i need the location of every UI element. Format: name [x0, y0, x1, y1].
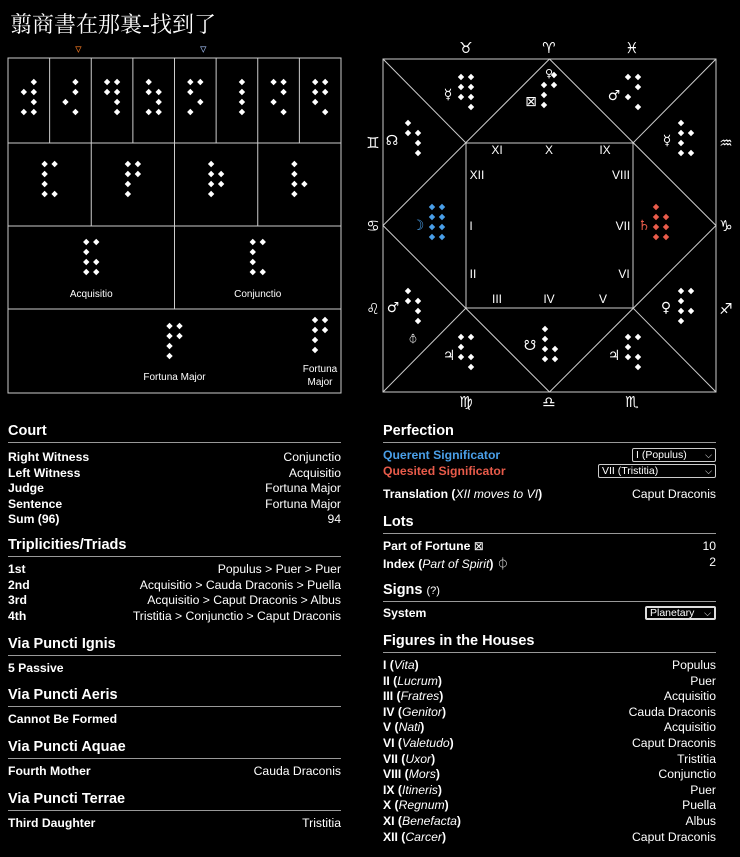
sentence-label: Major [307, 377, 333, 388]
row-label: 3rd [8, 593, 27, 608]
zodiac-sign-icon: ♌ [366, 300, 380, 318]
triplicities-heading: Triplicities/Triads [8, 537, 127, 553]
figure-dot [663, 234, 669, 240]
row-value: Albus [685, 814, 716, 828]
lots-heading: Lots [383, 514, 414, 530]
house-row [383, 736, 716, 750]
triplicity-row [8, 593, 341, 607]
chart-corner-line [633, 59, 716, 143]
chevron-down-icon: ⌵ [705, 449, 712, 460]
triplicity-row [8, 562, 341, 576]
row-label: XI (Benefacta) [383, 814, 461, 828]
row-label: IX (Itineris) [383, 782, 442, 797]
row-value: Caput Draconis [632, 487, 716, 501]
figure-dot [405, 130, 411, 136]
figure-dot [468, 104, 474, 110]
planet-icon: ☊ [385, 133, 399, 149]
section-rule [383, 652, 716, 653]
court-heading: Court [8, 423, 47, 439]
zodiac-sign-icon: ♐ [719, 300, 733, 318]
row-value: Puer [690, 673, 716, 688]
triplicity-row [8, 609, 341, 623]
house-viii [663, 120, 694, 156]
zodiac-sign-icon: ♎ [542, 393, 556, 411]
planet-icon: ♃ [607, 348, 621, 364]
figure-dot [542, 326, 548, 332]
figure-dot [635, 104, 641, 110]
figure-dot [458, 94, 464, 100]
row-value: Puella [682, 798, 716, 813]
court-row [8, 481, 341, 495]
system-row [383, 606, 716, 620]
house-row [383, 720, 716, 734]
house-i [412, 204, 445, 240]
row-label: X (Regnum) [383, 798, 449, 813]
row-label: Sum (96) [8, 512, 60, 527]
row-value: Fortuna Major [265, 481, 341, 496]
figure-dot [542, 346, 548, 352]
figure-dot [429, 214, 435, 220]
figure-dot [439, 224, 445, 230]
planet-icon: ⊠ [525, 94, 537, 110]
house-iii [443, 334, 474, 370]
planet-icon: ☋ [523, 338, 537, 354]
zodiac-sign-icon: ♍ [459, 393, 473, 411]
planet-icon: ☿ [662, 133, 672, 149]
section-rule [8, 655, 341, 656]
part-of-fortune-row [383, 539, 716, 553]
figure-dot [468, 74, 474, 80]
house-row [383, 658, 716, 672]
zodiac-sign-icon: ♏ [625, 393, 639, 411]
figure-dot [415, 150, 421, 156]
figure-dot [635, 334, 641, 340]
row-label: Translation (XII moves to VI) [383, 487, 543, 501]
houses-heading: Figures in the Houses [383, 633, 535, 649]
figure-dot [678, 150, 684, 156]
figure-dot [458, 84, 464, 90]
house-numeral: IX [599, 143, 611, 157]
row-value: Populus > Puer > Puer [217, 562, 341, 576]
zodiac-sign-icon: ♊ [366, 134, 380, 152]
row-label: VII (Uxor) [383, 751, 436, 766]
figure-dot [625, 334, 631, 340]
figure-dot [468, 84, 474, 90]
chart-corner-line [633, 308, 716, 392]
figure-dot [635, 84, 641, 90]
house-iv [524, 326, 558, 362]
index-row [383, 555, 716, 572]
row-label: Left Witness [8, 465, 81, 480]
figure-dot [429, 204, 435, 210]
via-row [8, 712, 341, 726]
row-label: 4th [8, 609, 27, 624]
figure-dot [458, 354, 464, 360]
row-label: VI (Valetudo) [383, 736, 454, 750]
figure-dot [678, 308, 684, 314]
row-label: System [383, 606, 427, 620]
via-row [8, 661, 341, 675]
querent-significator-select[interactable] [632, 448, 716, 462]
house-numeral: XII [469, 168, 485, 182]
section-rule [8, 442, 341, 443]
row-label: IV (Genitor) [383, 704, 446, 719]
figure-dot [635, 364, 641, 370]
figure-dot [688, 130, 694, 136]
row-value: Conjunctio [658, 767, 716, 782]
house-numeral: II [469, 267, 477, 281]
house-numeral: VII [615, 219, 631, 233]
row-label: V (Nati) [383, 720, 425, 735]
triplicity-row [8, 578, 341, 592]
via-row [8, 816, 341, 830]
figure-dot [653, 224, 659, 230]
planet-icon: ♀ [660, 300, 672, 316]
house-row [383, 814, 716, 828]
figure-dot [542, 336, 548, 342]
planet-icon: ♂ [386, 300, 400, 316]
chevron-down-icon: ⌵ [704, 607, 711, 618]
court-row [8, 450, 341, 464]
figure-dot [635, 354, 641, 360]
row-label: Part of Fortune ⊠ [383, 539, 484, 553]
figure-dot [542, 356, 548, 362]
figure-dot [678, 140, 684, 146]
row-value: Tristitia > Conjunctio > Caput Draconis [132, 609, 341, 624]
planet-icon: ♂ [607, 88, 621, 104]
zodiac-sign-icon: ♒ [719, 134, 733, 152]
figure-dot [688, 288, 694, 294]
figure-dot [678, 298, 684, 304]
house-numeral: IV [543, 292, 555, 306]
figure-dot [653, 234, 659, 240]
section-rule [383, 533, 716, 534]
figure-dot [458, 334, 464, 340]
row-value: Cauda Draconis [628, 704, 716, 719]
section-rule [8, 810, 341, 811]
house-xi [444, 74, 474, 110]
row-value: 2 [709, 555, 716, 569]
section-rule [8, 556, 341, 557]
figure-dot [663, 224, 669, 230]
translation-row [383, 487, 716, 501]
figure-dot [663, 214, 669, 220]
figure-dot [678, 120, 684, 126]
court-row [8, 466, 341, 480]
judge-label: Fortuna Major [143, 372, 206, 383]
row-label: Quesited Significator [383, 464, 506, 478]
marker-icon: ▿ [75, 41, 82, 56]
figure-dot [429, 234, 435, 240]
zodiac-sign-icon: ♋ [366, 217, 380, 235]
figure-dot [415, 308, 421, 314]
row-label: Fourth Mother [8, 764, 91, 778]
row-value: Caput Draconis [632, 829, 716, 844]
select-value: VII (Tristitia) [602, 465, 659, 477]
figure-dot [678, 318, 684, 324]
via-row [8, 764, 341, 778]
via-heading: Via Puncti Aquae [8, 739, 126, 755]
figure-dot [458, 344, 464, 350]
figure-dot [415, 298, 421, 304]
marker-icon: ▿ [200, 41, 207, 56]
quesited-significator-select[interactable] [598, 464, 716, 478]
figure-dot [625, 94, 631, 100]
figure-dot [653, 214, 659, 220]
figure-dot [552, 356, 558, 362]
house-ii [387, 288, 421, 345]
section-rule [8, 706, 341, 707]
row-label: Index (Part of Spirit) ⏀ [383, 557, 509, 571]
chart-inner-frame [466, 143, 633, 308]
row-label: Judge [8, 481, 44, 496]
row-value: Fortuna Major [265, 496, 341, 511]
house-vi [661, 288, 694, 324]
row-value: Populus [671, 658, 716, 672]
row-label: Sentence [8, 496, 63, 511]
quesited-significator [383, 464, 716, 478]
house-ix [608, 74, 641, 110]
via-heading: Via Puncti Ignis [8, 636, 116, 652]
figure-dot [541, 92, 547, 98]
row-value: Puer [690, 782, 716, 797]
figure-dot [468, 334, 474, 340]
court-row [8, 497, 341, 511]
house-row [383, 783, 716, 797]
row-label: Querent Significator [383, 448, 501, 462]
row-value: Acquisitio [663, 720, 716, 735]
section-rule [383, 442, 716, 443]
row-value: Cauda Draconis [253, 764, 341, 778]
figure-dot [625, 344, 631, 350]
row-value: Tristitia [677, 751, 716, 766]
figure-dot [439, 234, 445, 240]
planet-icon: ☽ [411, 218, 425, 234]
figure-dot [625, 74, 631, 80]
row-label: III (Fratres) [383, 689, 444, 704]
figure-dot [653, 204, 659, 210]
select-value: Planetary [650, 607, 695, 619]
row-value: Acquisitio > Cauda Draconis > Puella [139, 577, 341, 592]
witness-label: Acquisitio [69, 289, 113, 300]
figure-dot [429, 224, 435, 230]
house-numeral: XI [491, 143, 503, 157]
house-numeral: VIII [611, 168, 631, 182]
figure-dot [678, 288, 684, 294]
figure-dot [439, 214, 445, 220]
figure-dot [468, 354, 474, 360]
row-label: Cannot Be Formed [8, 712, 118, 726]
querent-significator [383, 448, 716, 462]
figure-dot [541, 102, 547, 108]
planet-icon: ♄ [637, 218, 651, 234]
house-numeral: VI [618, 267, 630, 281]
lot-icon: ⦽ [409, 332, 417, 345]
figure-dot [552, 346, 558, 352]
figure-dot [458, 74, 464, 80]
row-label: 2nd [8, 577, 30, 592]
figure-dot [468, 94, 474, 100]
house-row [383, 752, 716, 766]
figure-dot [551, 82, 557, 88]
via-heading: Via Puncti Aeris [8, 687, 118, 703]
via-heading: Via Puncti Terrae [8, 791, 126, 807]
planet-icon: ☿ [443, 87, 453, 103]
row-label: Third Daughter [8, 816, 96, 830]
house-numeral: V [598, 292, 608, 306]
court-row [8, 512, 341, 526]
row-label: II (Lucrum) [383, 673, 442, 688]
figure-dot [405, 288, 411, 294]
system-select[interactable] [645, 606, 716, 620]
house-row [383, 674, 716, 688]
figure-dot [405, 298, 411, 304]
figure-dot [468, 364, 474, 370]
row-value: Tristitia [302, 816, 341, 830]
section-rule [383, 601, 716, 602]
witness-label: Conjunctio [234, 289, 282, 300]
house-v [608, 334, 641, 370]
figure-dot [415, 318, 421, 324]
chevron-down-icon: ⌵ [705, 465, 712, 476]
zodiac-sign-icon: ♓ [625, 39, 639, 57]
help-link[interactable]: (?) [426, 585, 440, 597]
house-numeral: I [469, 219, 473, 233]
figure-dot [405, 120, 411, 126]
house-vii [638, 204, 669, 240]
row-value: 94 [327, 512, 341, 527]
row-label: Right Witness [8, 450, 90, 464]
house-xii [386, 120, 421, 156]
zodiac-sign-icon: ♈ [542, 39, 556, 57]
house-row [383, 705, 716, 719]
house-row [383, 767, 716, 781]
figure-dot [541, 82, 547, 88]
house-row [383, 830, 716, 844]
zodiac-sign-icon: ♉ [459, 39, 473, 57]
row-value: Caput Draconis [632, 736, 716, 750]
page-title: 翦商書在那裏-找到了 [10, 13, 216, 38]
figure-dot [625, 354, 631, 360]
figure-dot [678, 130, 684, 136]
perfection-heading: Perfection [383, 423, 454, 439]
figure-dot [415, 140, 421, 146]
lot-icon: ♀ [544, 67, 554, 80]
row-label: 5 Passive [8, 661, 64, 675]
house-numeral: X [544, 143, 554, 157]
row-label: I (Vita) [383, 658, 419, 672]
house-numeral: III [491, 292, 503, 306]
row-value: Acquisitio > Caput Draconis > Albus [147, 593, 341, 608]
figure-dot [439, 204, 445, 210]
figure-dot [415, 130, 421, 136]
house-row [383, 798, 716, 812]
row-value: Acquisitio [288, 465, 341, 480]
figure-dot [688, 150, 694, 156]
row-label: VIII (Mors) [383, 767, 440, 782]
sentence-label: Fortuna [302, 364, 338, 375]
planet-icon: ♃ [442, 348, 456, 364]
chart-corner-line [383, 59, 466, 143]
row-value: Acquisitio [663, 689, 716, 704]
zodiac-sign-icon: ♑ [719, 217, 733, 235]
figure-dot [688, 308, 694, 314]
row-label: 1st [8, 562, 26, 576]
select-value: I (Populus) [636, 449, 687, 461]
row-label: XII (Carcer) [383, 829, 446, 844]
figure-dot [635, 74, 641, 80]
row-value: Conjunctio [283, 450, 341, 464]
section-rule [8, 758, 341, 759]
row-value: 10 [702, 539, 716, 553]
house-row [383, 689, 716, 703]
signs-heading: Signs (?) [383, 582, 440, 598]
house-x [525, 67, 557, 110]
